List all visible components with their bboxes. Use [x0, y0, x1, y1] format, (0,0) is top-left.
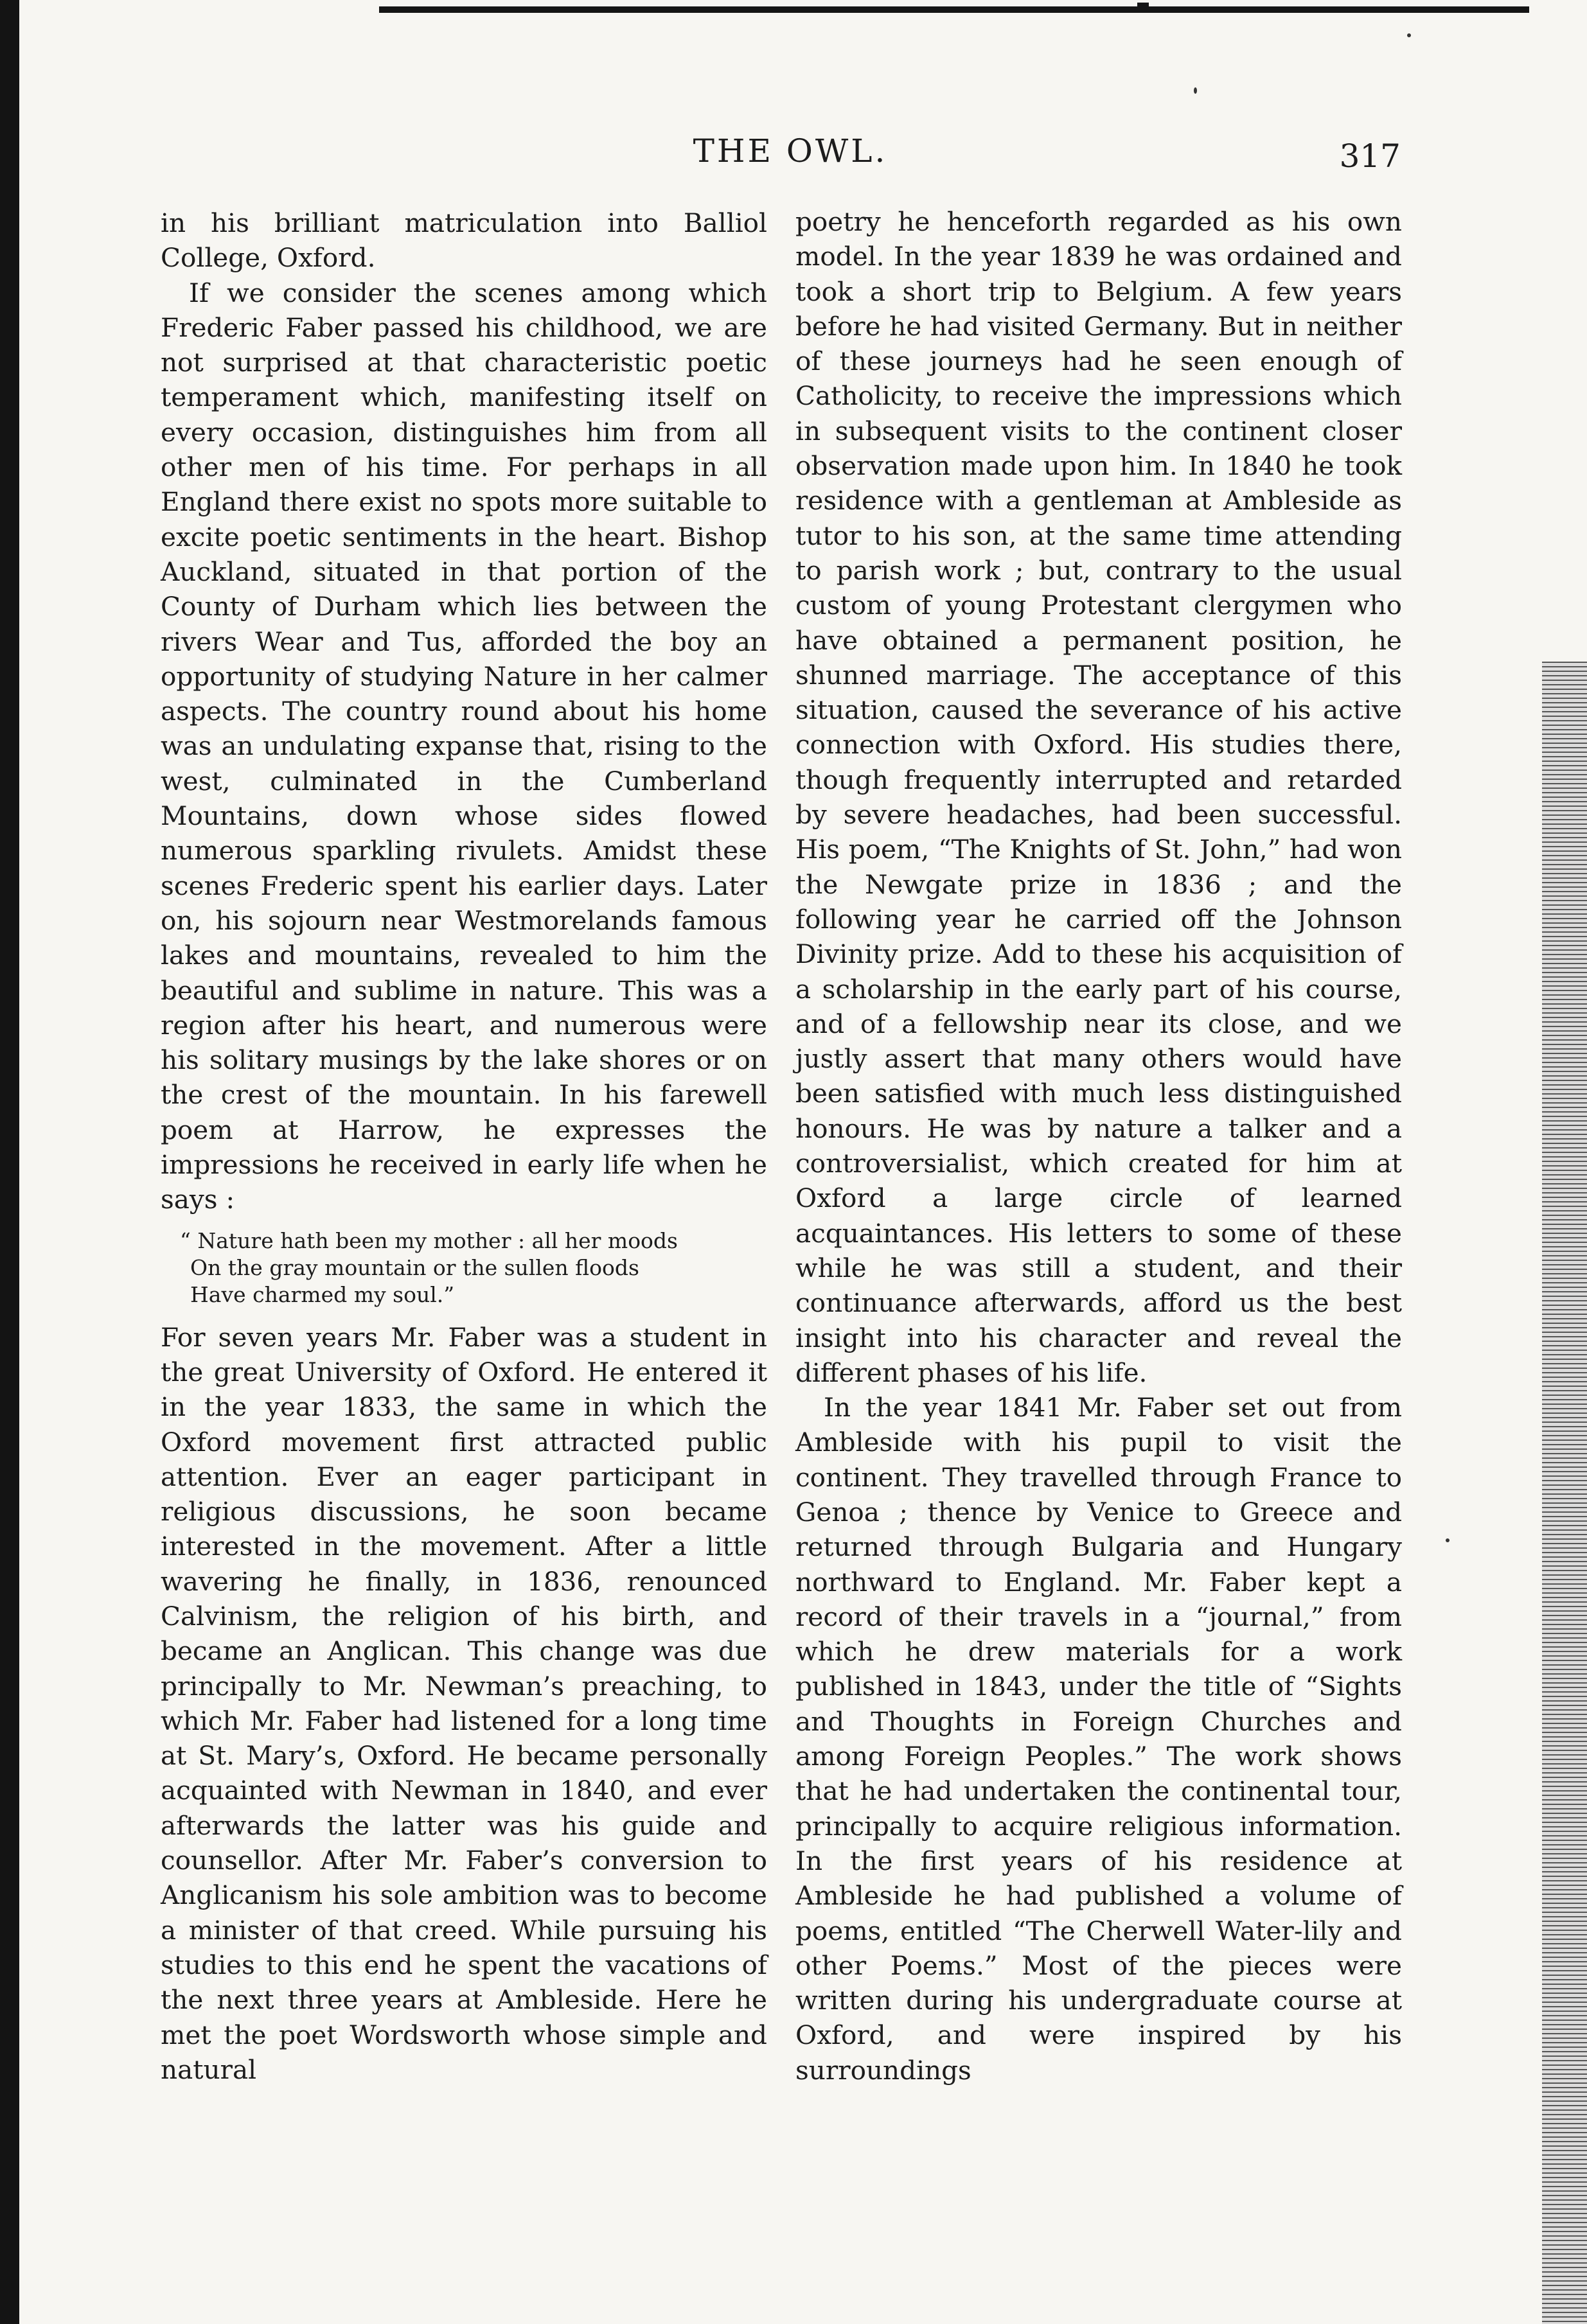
left-column [161, 206, 767, 2087]
poem-quote [161, 1228, 767, 1308]
page-number: 317 [1339, 137, 1401, 175]
top-rule [379, 6, 1529, 13]
paragraph: In the year 1841 Mr. Faber set out from Ambleside with his pupil to visit the continent. They travelled through France to Genoa ; thence by Venice to Greece and returned through Bulgaria and Hungary northward to England. Mr. Faber kept a record of their travels in a “journal,” from which he drew materials for a work published in 1843, under the title of “Sights and Thoughts in Foreign Churches and among Foreign Peoples.” The work shows that he had undertaken the continental tour, principally to acquire religious information. In the first years of his residence at Ambleside he had published a volume of poems, entitled “The Cherwell Water-lily and other Poems.” Most of the pieces were written during his undergraduate course at Oxford, and were inspired by his surroundings [795, 1392, 1402, 2086]
top-rule-mark [1137, 3, 1149, 13]
scan-right-edge [1542, 662, 1587, 2324]
paragraph: For seven years Mr. Faber was a student in the great University of Oxford. He entered it in the year 1833, the same in which the Oxford movement first attracted public attention. Ever an eager participant in religious discussions, he soon became interested in the movement. After a little wavering he finally, in 1836, renounced Calvinism, the religion of his birth, and became an Anglican. This change was due principally to Mr. Newman’s preaching, to which Mr. Faber had listened for a long time at St. Mary’s, Oxford. He became personally acquainted with Newman in 1840, and ever afterwards the latter was his guide and counsellor. After Mr. Faber’s conversion to Anglicanism his sole ambition was to become a minister of that creed. While pursuing his studies to this end he spent the vacations of the next three years at Ambleside. Here he met the poet Wordsworth whose simple and natural [161, 1321, 767, 2085]
quote-line: “ Nature hath been my mother : all her moods [180, 1228, 678, 1253]
quote-line: On the gray mountain or the sullen floods [190, 1254, 639, 1280]
scan-speck [1407, 33, 1411, 37]
right-column [795, 204, 1402, 2088]
scan-speck [1194, 87, 1197, 94]
paragraph: If we consider the scenes among which Frederic Faber passed his childhood, we are not surprised at that characteristic poetic temperament which, manifesting itself on every occasion, distinguishes him from all other men of his time. For perhaps in all England there exist no spots more suitable to excite poetic sentiments in the heart. Bishop Auckland, situated in that portion of the County of Durham which lies between the rivers Wear and Tus, afforded the boy an opportunity of studying Nature in her calmer aspects. The country round about his home was an undulating expanse that, rising to the west, culminated in the Cumberland Mountains, down whose sides flowed numerous sparkling rivulets. Amidst these scenes Frederic spent his earlier days. Later on, his sojourn near Westmorelands famous lakes and mountains, revealed to him the beautiful and sublime in nature. This was a region after his heart, and numerous were his solitary musings by the lake shores or on the crest of the mountain. In his farewell poem at Harrow, he expresses the impressions he received in early life when he says : [161, 277, 767, 1215]
scan-left-edge [0, 0, 19, 2324]
paragraph: poetry he henceforth regarded as his own model. In the year 1839 he was ordained and took a short trip to Belgium. A few years before he had visited Germany. But in neither of these journeys had he seen enough of Catholicity, to receive the impressions which in subsequent visits to the continent closer observation made upon him. In 1840 he took residence with a gentleman at Ambleside as tutor to his son, at the same time attending to parish work ; but, contrary to the usual custom of young Protestant clergymen who have obtained a permanent position, he shunned marriage. The acceptance of this situation, caused the severance of his active connection with Oxford. His studies there, though frequently interrupted and retarded by severe headaches, had been successful. His poem, “The Knights of St. John,” had won the Newgate prize in 1836 ; and the following year he carried off the Johnson Divinity prize. Add to these his acquisition of a scholarship in the early part of his course, and of a fellowship near its close, and we justly assert that many others would have been satisfied with much less distinguished honours. He was by nature a talker and a controversialist, which created for him at Oxford a large circle of learned acquaintances. His letters to some of these while he was still a student, and their continuance afterwards, afford us the best insight into his character and reveal the different phases of his life. [795, 206, 1402, 1388]
running-title: THE OWL. [693, 132, 888, 170]
quote-line: Have charmed my soul.” [190, 1281, 455, 1307]
scan-speck [1446, 1538, 1450, 1542]
paragraph: in his brilliant matriculation into Balliol College, Oxford. [161, 207, 767, 274]
